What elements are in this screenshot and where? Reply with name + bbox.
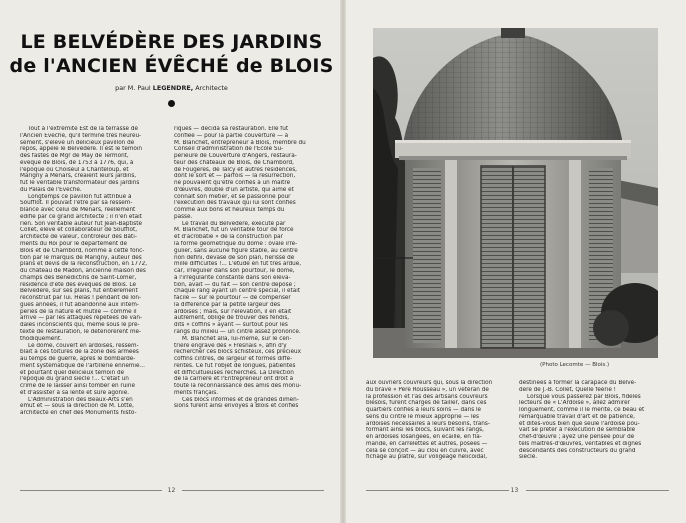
text-line: ment systématique de l'artillerie ennemie... [20,362,145,369]
text-line: lecteurs de « L'Ardoise », allez admirer [519,400,630,407]
text-line: non défini, dévasé de son plan, hérissé de [174,254,295,261]
text-line: fut le véritable transformateur des jardins [20,180,140,187]
text-line: et pourtant quel délicieux témoin de [20,369,125,376]
text-line: et dites-vous bien que seule l'ardoise pou- [519,420,640,427]
text-line: car, irrégulier dans son pourtour, le dôme, [174,268,295,275]
page-number-left: 12 [167,487,176,494]
belvedere-photo-illustration [373,28,658,358]
text-line: descendants des constructeurs du grand [519,447,636,454]
text-line: tels maîtres-d'œuvres, véritables et dignes [519,440,642,447]
text-line: M. Blanchet alla, lui-même, sur le cen- [182,335,292,342]
text-column-middle [174,126,324,410]
article-title-line-2: de l'ANCIEN ÉVÊCHÉ de BLOIS [9,55,334,77]
text-line: blance avec celui de Menars, réellement [20,207,136,214]
photo-caption: (Photo Lecomte — Blois.) [540,362,610,368]
text-line: riques — décida sa restauration. Elle fut [174,126,289,132]
text-line: chef-d'œuvre ; ayez une pensée pour de [519,434,635,441]
text-line: évêque de Blois, de 1753 à 1776, qui, à [20,159,134,166]
text-line: Soufflot. Il pouvait l'être par sa ressem- [20,200,133,207]
text-line: Collet, élève et collaborateur de Soufflot, [20,227,138,234]
text-line: dales inconscients qui, même sous le pré- [20,322,140,329]
text-line: L'Administration des Beaux-Arts s'en [28,396,133,403]
text-line: mande, en carrelettes et autres, posées — [366,440,488,447]
text-line: rangs du milieu — un cintre assez prononcé. [174,328,301,335]
text-line: vait se prêter à l'exécution de semblable [519,427,636,434]
text-line: ardoises nécessaires à leurs besoins, trans- [366,420,490,427]
text-line: facile — sur le pourtour — de compenser [174,295,291,302]
text-line: connaît son métier, et se passionne pour [174,193,291,200]
text-line: Marigny à Menars, créaient leurs jardins, [20,173,137,180]
text-line: l'exécution des travaux qui lui sont confiés [174,200,296,207]
text-line: ne pouvaient qu'être confiés à un maître [174,180,291,187]
text-line: Le travail du Belvédère, exécuté par [182,220,286,227]
text-line: Conseil d'administration de l'École Su- [174,146,284,153]
text-line: la forme géométrique du dôme : ovale irré- [174,241,298,248]
text-line: dère de J.-B. Collet, Quelle féerie ! [519,386,616,393]
text-column-right-a [366,380,516,461]
text-line: arrive — par les attaques répétées de van- [20,315,143,322]
text-line: formant ainsi les blocs, suivant les rangs, [366,427,484,434]
text-line: blait à ces toitures de la zone des armées [20,349,139,356]
text-line: champs des Bénédictins de Saint-Lomer, [20,274,137,281]
text-line: de la carrière et l'Entrepreneur ont droit à [174,376,294,383]
byline-prefix: par M. Paul [115,84,151,92]
text-line: autrement, obligé de trouver des fendis, [174,315,290,322]
text-line: du brave « Père Rousseau », un vétéran de [366,386,489,393]
text-line: M. Blanchet, fut un véritable tour de force [174,227,294,234]
text-line: rentes. Ce fut l'objet de longues, patientes [174,362,296,369]
text-line: gues années, il fut abandonné aux intem- [20,301,139,308]
text-line: thodiquement. [20,335,62,342]
text-line: chaque rang ayant un centre spécial, il était [174,288,301,295]
text-line: sement, s'élève un délicieux pavillon de [20,139,135,146]
text-line: passé. [174,213,193,220]
text-line: reconstruit par lui. Hélas ! pendant de lon- [20,295,142,302]
text-line: M. Blanchet, entrepreneur à Blois, membre du [174,139,306,146]
text-line: l'époque du grand siècle !... C'était un [20,376,129,383]
page-number-right: 13 [510,487,519,494]
text-line: Belvédère, sur ses plans, fut entièrement [20,288,138,295]
text-line: blésois, furent chargés de tailler, dans ces [366,400,487,407]
text-line: Longtemps ce pavillon fut attribué à [28,193,132,200]
text-line: péries de la nature et mutilé — comme il [20,308,137,315]
belvedere-photo [373,28,658,358]
text-line: en ardoises losangées, en écaille, en fla- [366,434,482,441]
text-line: l'Ancien Évêché, qu'il termine très heureu- [20,132,142,139]
text-line: d'œuvres, doublé d'un artiste, qui aime et [174,186,294,193]
text-line: et d'acrobatie » de la construction par [174,234,283,241]
text-line: Tout à l'extrémité Est de la terrasse de [28,126,138,132]
text-line: la profession et l'as des artisans couvreurs [366,393,488,400]
text-line: tion, avait — du fait — son centre déposé ; [174,281,296,288]
text-line: mille difficultés !... L'étude en fut très ardue, [174,261,302,268]
text-line: texte de restauration, le détériorèrent mé- [20,328,142,335]
text-column-right-b [519,380,669,461]
byline-role: Architecte [195,84,228,92]
text-line: trière engravé des « Fresnais », afin d'y [174,342,287,349]
text-line: Lorsque vous passerez par Blois, fidèles [527,393,641,400]
text-line: et d'assister à sa lente et sûre agonie. [20,389,130,396]
text-line: architecte en chef des Monuments histo- [20,410,137,417]
text-line: Le dôme, couvert en ardoises, ressem- [28,342,139,349]
byline-author: LEGENDRE, [152,84,194,92]
text-line: repos, appelé le Belvédère. Il est le témoin [20,146,143,153]
text-line: et difficultueuses recherches. La Direction [174,369,294,376]
text-line: Blois et de Chambord, nommé à cette fonc- [20,247,145,254]
text-column-left [20,126,169,417]
text-line: longuement, comme il le mérite, ce beau et [519,407,645,414]
text-line: crime de le laisser ainsi tomber en ruine [20,383,135,390]
text-line: dont le sort et — parfois — la résurrection, [174,173,296,180]
text-line: plans et devis de la reconstruction, en 1772, [20,261,148,268]
byline [0,84,343,92]
text-line: toute la reconnaissance des amis des monu- [174,383,302,390]
text-line: aux ouvriers couvreurs qui, sous la direction [366,380,493,386]
text-line: ments du Roi pour le département de [20,241,128,248]
text-line: à l'irrégularité constante dans son éléva- [174,274,291,281]
text-line: tion par le marquis de Marigny, auteur des [20,254,142,261]
text-line: dits « coffins » ayant — surtout pour les [174,322,288,329]
text-line: émut et — sous la direction de M. Lotte, [20,403,134,410]
text-line: architecte de valeur, contrôleur des Bâti- [20,234,137,241]
text-line: cela se conçoit — au clou en cuivre, avec [366,447,484,454]
text-line: l'époque où Choiseul à Chanteloup, et [20,166,129,173]
text-line: rechercher ces blocs schisteux, ces précieux [174,349,301,356]
text-line: siècle. [519,454,538,461]
text-line: gulier, sans aucune figure stable, au centre [174,247,298,254]
text-line: teur des châteaux de Blois, de Chambord, [174,159,294,166]
text-line: destinées à former la carapace du Belvé- [519,380,637,386]
text-line: rien. Son véritable auteur fut Jean-Baptiste [20,220,142,227]
text-line: ments français. [174,389,219,396]
page-gutter [340,0,346,523]
ornament-bullet [168,100,175,107]
text-line: sens du cintre le mieux approprié — les [366,413,479,420]
text-line: confiée — pour la partie couverture — à [174,132,289,139]
text-line: la différence par la petite largeur des [174,301,281,308]
text-line: remarquable travail d'art et de patience, [519,413,635,420]
text-line: de Fougères, de Talcy et autres résidences, [174,166,297,173]
text-line: Ces blocs informes et de grandes dimen- [182,396,299,403]
text-line: du château de Madon, ancienne maison des [20,268,146,275]
text-line: édifié par ce grand architecte ; il n'en était [20,213,142,220]
text-line: ardoises ; mais, sur l'élévation, il en était [174,308,292,315]
text-line: comme aux bons et heureux temps du [174,207,285,214]
text-line: quartiers confiés à leurs soins — dans le [366,407,482,414]
text-line: résidence d'été des évêques de Blois. Le [20,281,136,288]
text-line: coffins cintrés, de largeur et formes diffé- [174,356,293,363]
text-line: périeure de Couverture d'Angers, restaura- [174,153,297,160]
text-line: fichage au plâtre, sur voligeage hélicoïdal, [366,454,488,461]
text-line: au temps de guerre, après le bombarde- [20,356,136,363]
article-title-line-1: LE BELVÉDÈRE DES JARDINS [20,31,323,53]
text-line: sions furent ainsi envoyés à Blois et confiés [174,403,299,410]
text-line: du Palais de l'Évêché. [20,186,82,193]
text-line: des fastes de Mgr de May de Termont, [20,153,129,160]
